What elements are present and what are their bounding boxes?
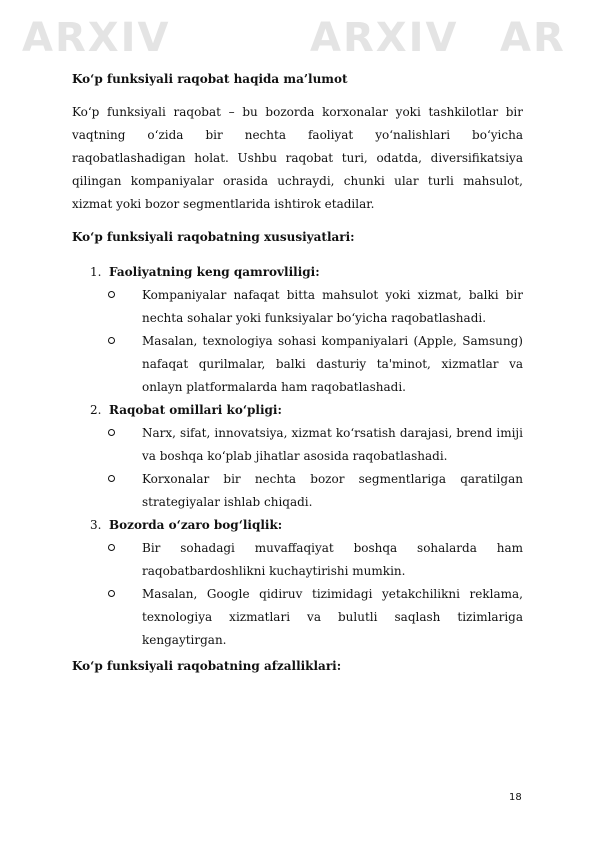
sub-list-item: [108, 583, 523, 652]
sub-list-item: [108, 537, 523, 583]
item-title: Raqobat omillari ko‘pligi:: [109, 403, 282, 417]
bullet-text: Kompaniyalar nafaqat bitta mahsulot yoki xizmat, balki bir nechta sohalar yoki funksiyalar bo‘yicha raqobatlashadi.: [142, 288, 523, 325]
sub-list: [108, 537, 523, 652]
bullet-text: Masalan, texnologiya sohasi kompaniyalari (Apple, Samsung) nafaqat qurilmalar, balki dasturiy ta'minot, xizmatlar va onlayn platformalarda ham raqobatlashadi.: [142, 334, 523, 394]
watermark-logo: ARXIV: [22, 15, 171, 61]
circle-bullet-icon: [108, 429, 115, 436]
bullet-text: Korxonalar bir nechta bozor segmentlariga qaratilgan strategiyalar ishlab chiqadi.: [142, 472, 523, 509]
features-heading: Ko‘p funksiyali raqobatning xususiyatlari:: [72, 230, 355, 244]
text-column: [72, 68, 523, 678]
intro-paragraph: Ko‘p funksiyali raqobat – bu bozorda korxonalar yoki tashkilotlar bir vaqtning o‘zida bir nechta faoliyat yo‘nalishlari bo‘yicha raqobatlashadigan holat. Ushbu raqobat turi, odatda, diversifikatsiya qilingan kompaniyalar orasida uchraydi, chunki ular turli mahsulot, xizmat yoki bozor segmentlarida ishtirok etadilar.: [72, 105, 523, 211]
bullet-text: Narx, sifat, innovatsiya, xizmat ko‘rsatish darajasi, brend imiji va boshqa ko‘plab jihatlar asosida raqobatlashadi.: [142, 426, 523, 463]
watermark-logo: ARXIV: [310, 15, 459, 61]
sub-list-item: [108, 422, 523, 468]
item-title: Bozorda o‘zaro bog‘liqlik:: [109, 518, 283, 532]
list-item: [72, 399, 523, 514]
bullet-text: Masalan, Google qidiruv tizimidagi yetakchilikni reklama, texnologiya xizmatlari va bulutli saqlash tizimlariga kengaytirgan.: [142, 587, 523, 647]
item-title: Faoliyatning keng qamrovliligi:: [109, 265, 320, 279]
sub-list: [108, 422, 523, 514]
circle-bullet-icon: [108, 590, 115, 597]
section-heading: Ko‘p funksiyali raqobat haqida ma’lumot: [72, 72, 348, 86]
circle-bullet-icon: [108, 475, 115, 482]
bullet-text: Bir sohadagi muvaffaqiyat boshqa sohalarda ham raqobatbardoshlikni kuchaytirishi mumkin.: [142, 541, 523, 578]
sub-list-item: [108, 284, 523, 330]
circle-bullet-icon: [108, 544, 115, 551]
features-list: [72, 261, 523, 652]
sub-list-item: [108, 468, 523, 514]
sub-list: [108, 284, 523, 399]
item-number: 1.: [90, 265, 102, 279]
item-number: 3.: [90, 518, 102, 532]
sub-list-item: [108, 330, 523, 399]
watermark-logo: AR: [500, 15, 566, 61]
circle-bullet-icon: [108, 291, 115, 298]
list-item: [72, 261, 523, 399]
item-number: 2.: [90, 403, 102, 417]
circle-bullet-icon: [108, 337, 115, 344]
list-item: [72, 514, 523, 652]
page-number: 18: [509, 792, 522, 803]
advantages-heading: Ko‘p funksiyali raqobatning afzalliklari:: [72, 659, 342, 673]
